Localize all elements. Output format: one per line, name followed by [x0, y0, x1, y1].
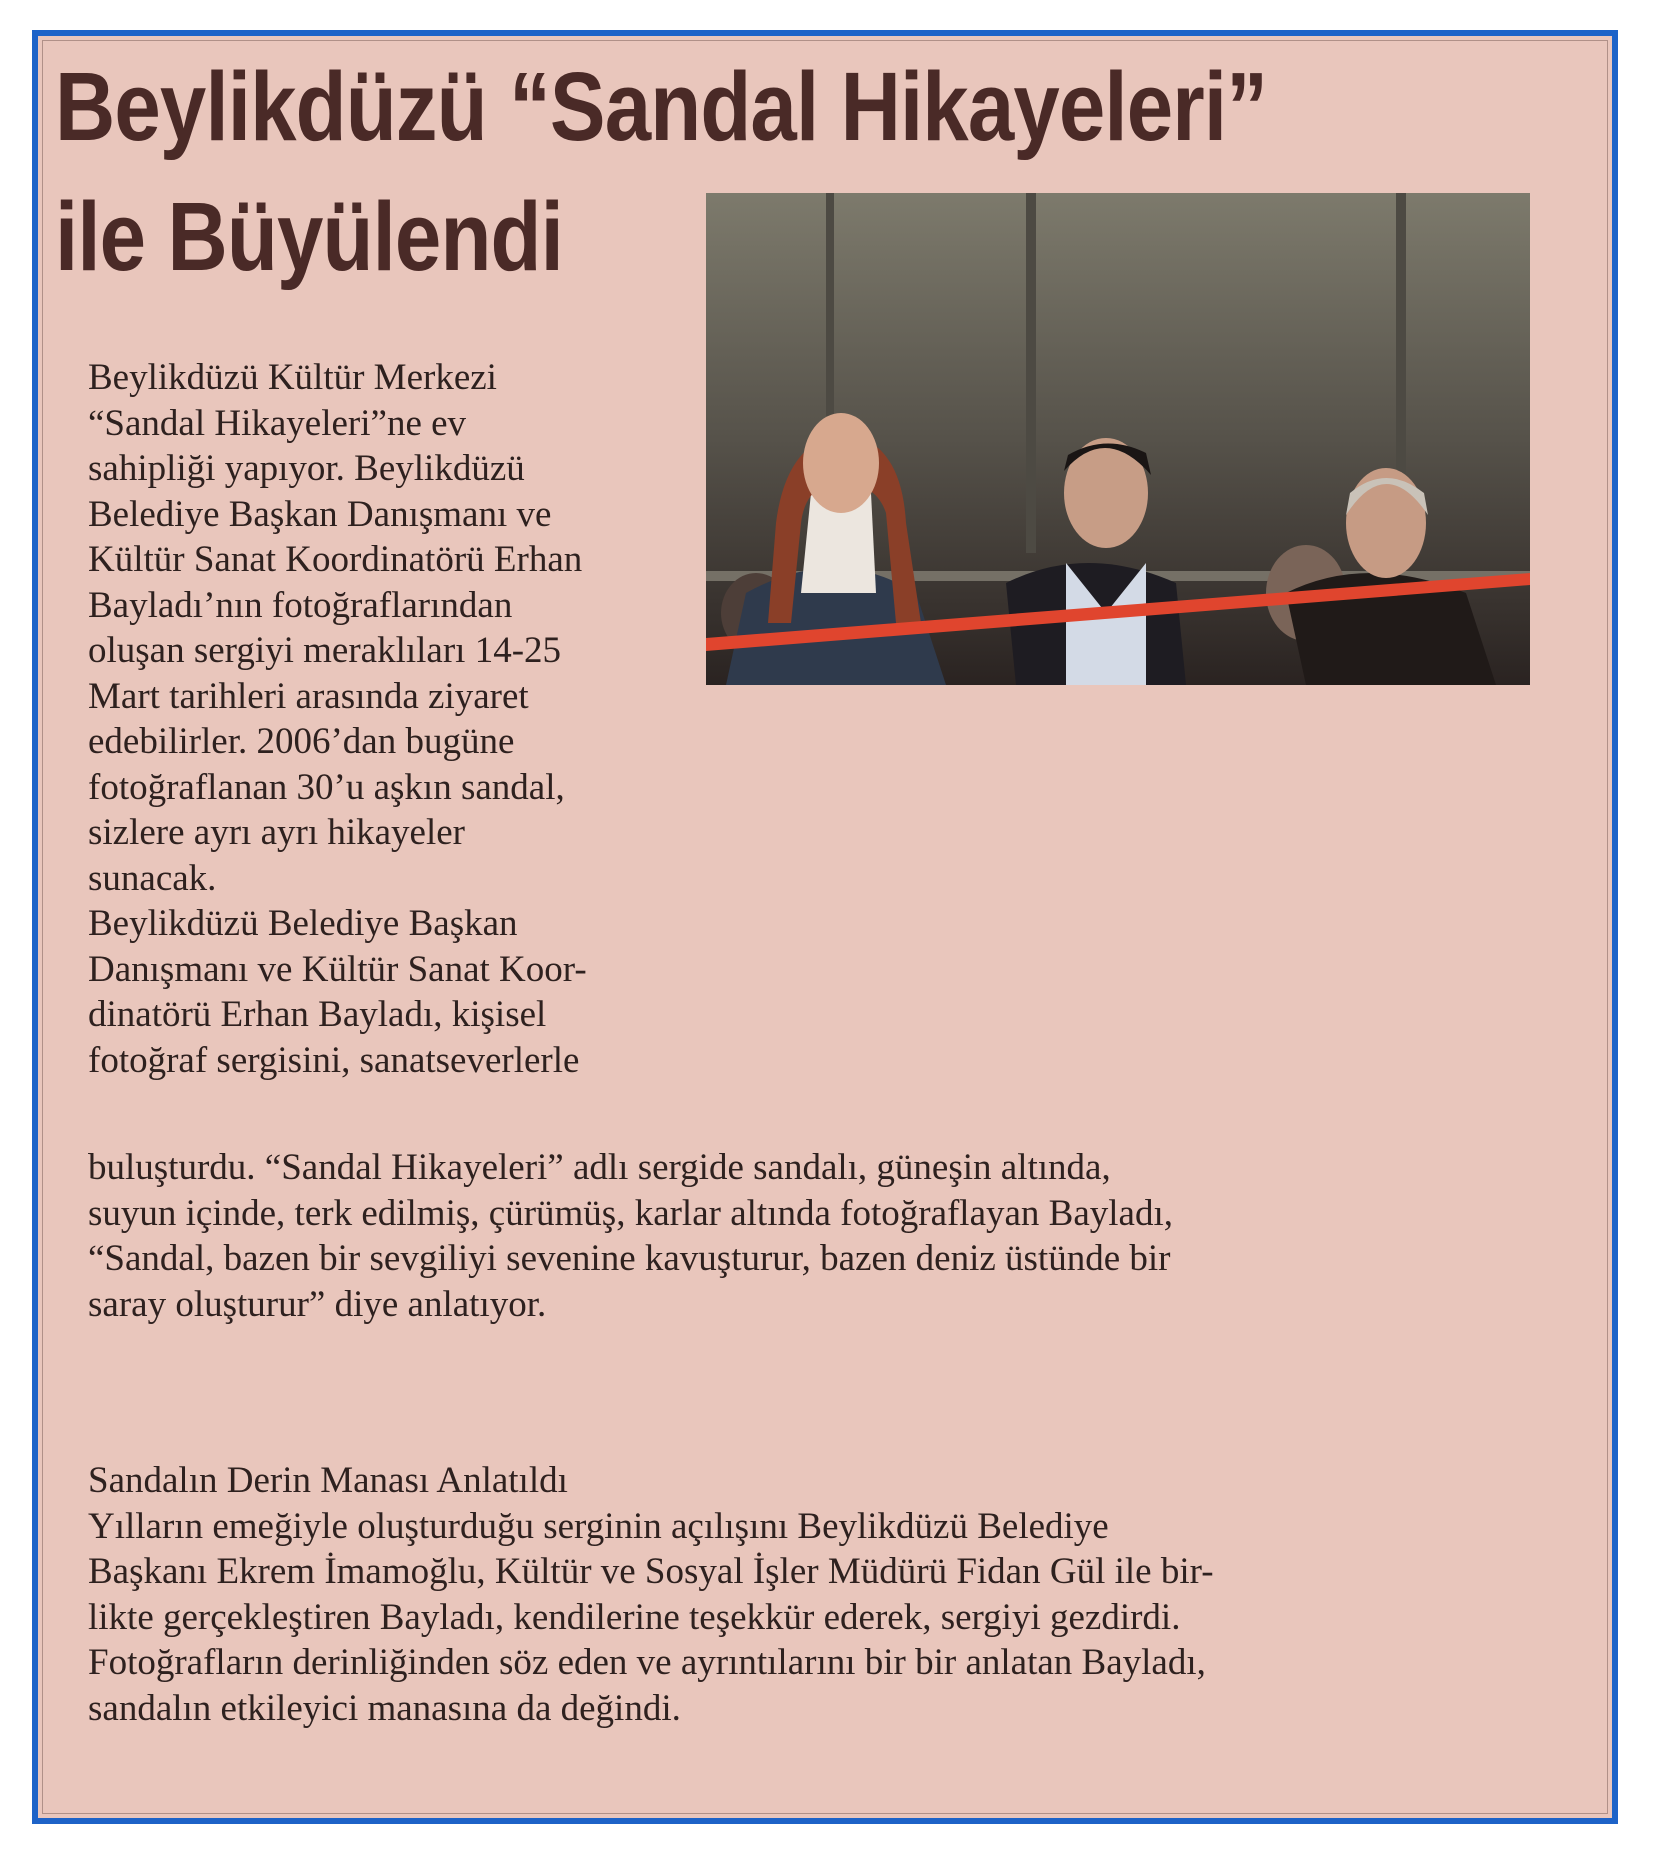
- article-column-text: [88, 355, 788, 1083]
- section-line: Başkanı Ekrem İmamoğlu, Kültür ve Sosyal İşler Müdürü Fidan Gül ile bir-: [88, 1551, 1214, 1592]
- column-line: sahipliği yapıyor. Beylikdüzü: [88, 448, 525, 489]
- column-line: dinatörü Erhan Bayladı, kişisel: [88, 994, 547, 1035]
- column-line: Beylikdüzü Belediye Başkan: [88, 903, 518, 944]
- column-line: Mart tarihleri arasında ziyaret: [88, 675, 529, 717]
- headline-line-2: ile Büyülendi: [55, 182, 563, 291]
- photo-illustration: [706, 193, 1530, 685]
- column-line: Kültür Sanat Koordinatörü Erhan: [88, 539, 583, 580]
- column-line: edebilirler. 2006’dan bugüne: [88, 721, 515, 762]
- ribbon-cutting-photo: [706, 193, 1530, 685]
- section-line: Yılların emeğiyle oluşturduğu serginin açılışını Beylikdüzü Belediye: [88, 1505, 1109, 1547]
- section-title: Sandalın Derin Manası Anlatıldı: [88, 1460, 568, 1501]
- section-line: sandalın etkileyici manasına da değindi.: [88, 1687, 681, 1729]
- column-line: fotoğraflanan 30’u aşkın sandal,: [88, 766, 565, 808]
- section-line: likte gerçekleştiren Bayladı, kendilerine teşekkür ederek, sergiyi gezdirdi.: [88, 1596, 1181, 1638]
- column-line: “Sandal Hikayeleri”ne ev: [88, 402, 467, 444]
- column-line: Danışmanı ve Kültür Sanat Koor-: [88, 948, 587, 990]
- article-full-width-text: [88, 1145, 1538, 1327]
- column-line: Bayladı’nın fotoğraflarından: [88, 584, 513, 626]
- article-section: [88, 1458, 1548, 1731]
- column-line: oluşan sergiyi meraklıları 14-25: [88, 630, 562, 671]
- body-line: “Sandal, bazen bir sevgiliyi sevenine kavuşturur, bazen deniz üstünde bir: [88, 1238, 1171, 1279]
- body-line: saray oluşturur” diye anlatıyor.: [88, 1283, 547, 1325]
- column-line: Beylikdüzü Kültür Merkezi: [88, 357, 497, 398]
- column-line: fotoğraf sergisini, sanatseverlerle: [88, 1039, 580, 1081]
- section-line: Fotoğrafların derinliğinden söz eden ve ayrıntılarını bir bir anlatan Bayladı,: [88, 1642, 1206, 1683]
- column-line: sunacak.: [88, 857, 217, 899]
- body-line: suyun içinde, terk edilmiş, çürümüş, karlar altında fotoğraflayan Bayladı,: [88, 1192, 1174, 1234]
- headline-line-1: Beylikdüzü “Sandal Hikayeleri”: [55, 52, 1268, 161]
- body-line: buluşturdu. “Sandal Hikayeleri” adlı sergide sandalı, güneşin altında,: [88, 1147, 1111, 1188]
- column-line: sizlere ayrı ayrı hikayeler: [88, 812, 465, 853]
- column-line: Belediye Başkan Danışmanı ve: [88, 493, 552, 535]
